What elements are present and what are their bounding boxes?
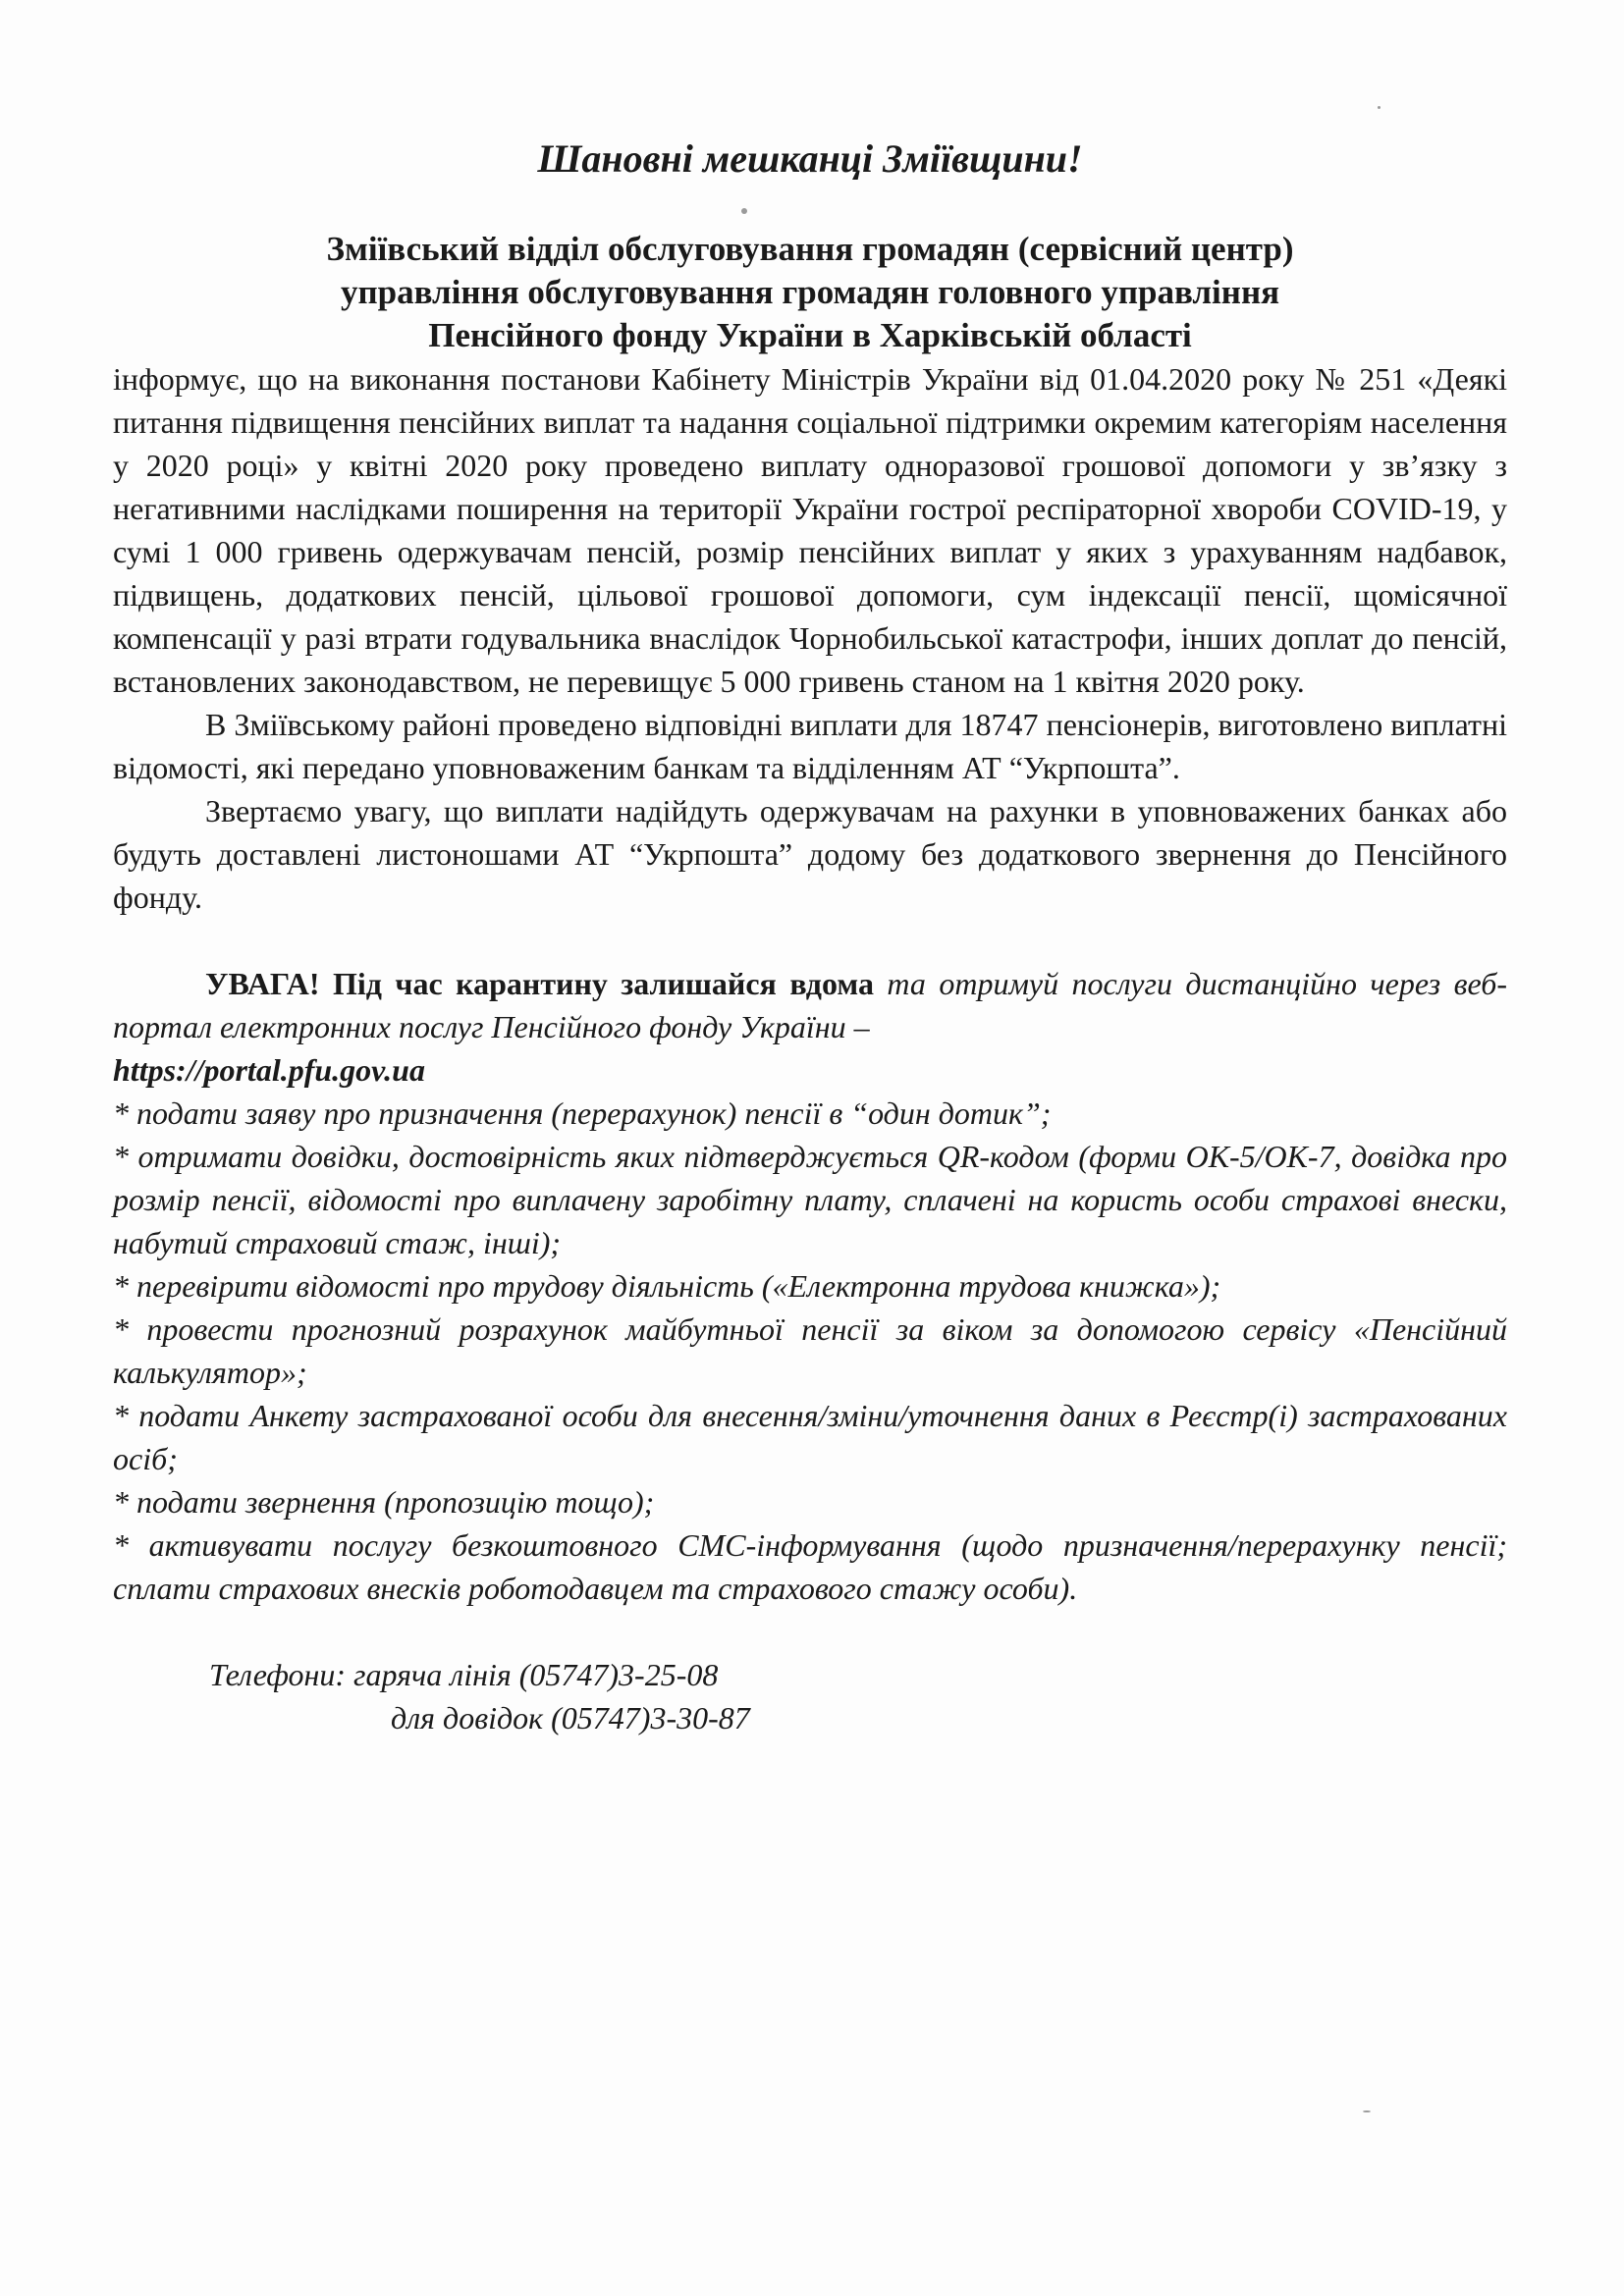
paragraph-main: інформує, що на виконання постанови Кабінету Міністрів України від 01.04.2020 року № 251 «Деякі питання підвищення пенсійних виплат та надання соціальної підтримки окремим категоріям населення у 2020 році» у квітні 2020 року проведено виплату одноразової грошової допомоги у зв’язку з негативними наслідками поширення на території України гострої респіраторної хвороби COVID-19, у сумі 1 000 гривень одержувачам пенсій, розмір пенсійних виплат у яких з урахуванням надбавок, підвищень, додаткових пенсій, цільової грошової допомоги, сум індексації пенсії, щомісячної компенсації у разі втрати годувальника внаслідок Чорнобильської катастрофи, інших доплат до пенсій, встановлених законодавством, не перевищує 5 000 гривень станом на 1 квітня 2020 року.	[113, 361, 1507, 699]
list-item: * перевірити відомості про трудову діяльність («Електронна трудова книжка»);	[113, 1268, 1221, 1304]
heading-line: Зміївський відділ обслуговування громадян (сервісний центр)	[326, 230, 1294, 268]
document-content	[113, 135, 1507, 1739]
document-heading	[113, 228, 1507, 357]
scan-speck	[741, 208, 747, 214]
services-list	[113, 1092, 1507, 1610]
portal-link[interactable]: https://portal.pfu.gov.ua	[113, 1052, 425, 1088]
phone-hotline: Телефони: гаряча лінія (05747)3-25-08	[209, 1657, 719, 1692]
list-item: * провести прогнозний розрахунок майбутньої пенсії за віком за допомогою сервісу «Пенсійний калькулятор»;	[113, 1311, 1507, 1390]
paragraph-attention: Звертаємо увагу, що виплати надійдуть одержувачам на рахунки в уповноважених банках або будуть доставлені листоношами АТ “Укрпошта” додому без додаткового звернення до Пенсійного фонду.	[113, 793, 1507, 915]
quarantine-notice	[113, 962, 1507, 1048]
notice-bold-text: УВАГА! Під час карантину залишайся вдома	[205, 966, 874, 1001]
scan-speck	[1363, 2110, 1371, 2112]
scan-speck	[1378, 106, 1380, 109]
list-item: * отримати довідки, достовірність яких підтверджується QR-кодом (форми ОК-5/ОК-7, довідка про розмір пенсії, відомості про виплачену заробітну плату, сплачені на користь особи страхові внески, набутий страховий стаж, інші);	[113, 1139, 1507, 1260]
phone-info: для довідок (05747)3-30-87	[391, 1700, 750, 1735]
contact-phones	[113, 1653, 1507, 1739]
list-item: * активувати послугу безкоштовного СМС-інформування (щодо призначення/перерахунку пенсії; сплати страхових внесків роботодавцем та страхового стажу особи).	[113, 1527, 1507, 1606]
list-item: * подати звернення (пропозицію тощо);	[113, 1484, 655, 1520]
paragraph-payments: В Зміївському районі проведено відповідні виплати для 18747 пенсіонерів, виготовлено виплатні відомості, які передано уповноваженим банкам та відділенням АТ “Укрпошта”.	[113, 707, 1507, 785]
list-item: * подати Анкету застрахованої особи для внесення/зміни/уточнення даних в Реєстр(і) застрахованих осіб;	[113, 1398, 1507, 1476]
document-title: Шановні мешканці Зміївщини!	[537, 136, 1083, 181]
list-item: * подати заяву про призначення (перерахунок) пенсії в “один дотик”;	[113, 1095, 1052, 1131]
notice-italic-text: та отримуй послуги дистанційно через веб-портал електронних послуг Пенсійного фонду України –	[113, 966, 1508, 1044]
heading-line: управління обслуговування громадян головного управління	[340, 273, 1280, 311]
heading-line: Пенсійного фонду України в Харківській області	[428, 316, 1192, 354]
